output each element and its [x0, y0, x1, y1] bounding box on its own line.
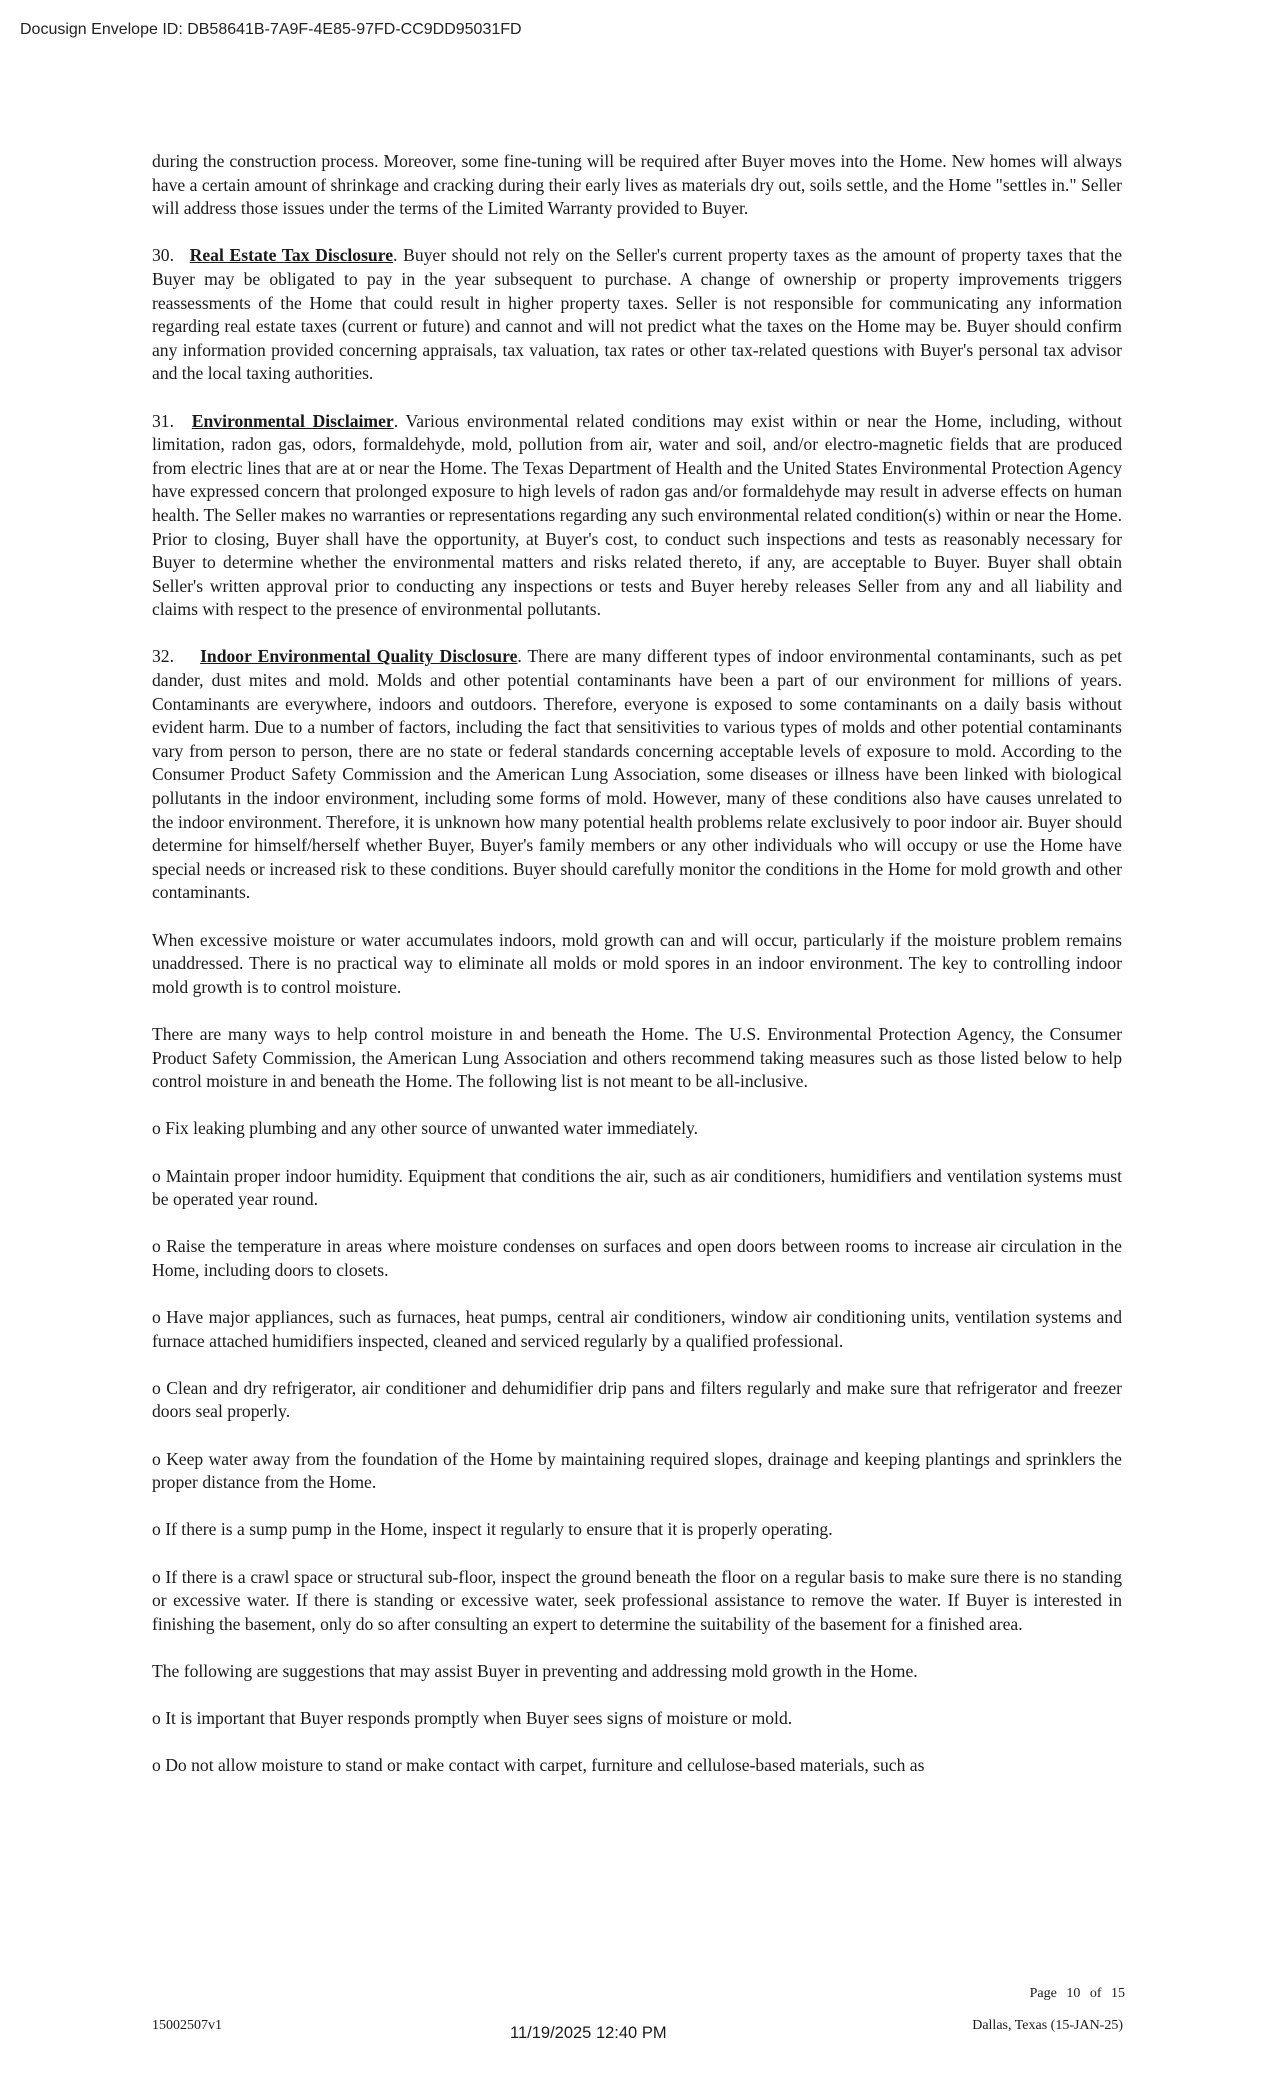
moisture-paragraph: When excessive moisture or water accumulates indoors, mold growth can and will occur, particularly if the moisture problem remains unaddressed. There is no practical way to eliminate all molds or mold spores in an indoor environment. The key to controlling indoor mold growth is to control moisture. — [152, 929, 1122, 997]
location-date: Dallas, Texas (15-JAN-25) — [972, 2018, 1123, 2033]
document-id: 15002507v1 — [152, 2018, 222, 2033]
list-item: o Maintain proper indoor humidity. Equipment that conditions the air, such as air conditioners, humidifiers and ventilation systems must be operated year round. — [152, 1165, 1122, 1210]
list-item: o Have major appliances, such as furnaces, heat pumps, central air conditioners, window air conditioning units, ventilation systems and furnace attached humidifiers inspected, cleaned and serviced regularly by a qualified professional. — [152, 1307, 1122, 1351]
suggestions-paragraph: The following are suggestions that may assist Buyer in preventing and addressing mold growth in the Home. — [152, 1661, 918, 1681]
section-heading: Real Estate Tax Disclosure — [189, 245, 394, 266]
section-heading: Indoor Environmental Quality Disclosure — [200, 646, 518, 667]
section-heading: Environmental Disclaimer — [191, 410, 394, 431]
section-31 — [152, 410, 1122, 622]
section-body: . There are many different types of indoor environmental contaminants, such as pet dander, dust mites and mold. Molds and other potential contaminants have been a part of our environment for millions of years. Contaminants are everywhere, indoors and outdoors. Therefore, everyone is exposed to some contaminants on a daily basis without evident harm. Due to a number of factors, including the fact that sensitivities to various types of molds and other potential contaminants vary from person to person, there are no state or federal standards concerning acceptable levels of exposure to mold. According to the Consumer Product Safety Commission and the American Lung Association, some diseases or illness have been linked with biological pollutants in the indoor environment, including some forms of mold. However, many of these conditions also have causes unrelated to the indoor environment. Therefore, it is unknown how many potential health problems relate exclusively to poor indoor air. Buyer should determine for himself/herself whether Buyer, Buyer's family members or any other individuals who will occupy or use the Home have special needs or increased risk to these conditions. Buyer should carefully monitor the conditions in the Home for mold growth and other contaminants. — [152, 646, 1122, 903]
document-body — [152, 150, 1122, 1802]
section-body: . Various environmental related conditions may exist within or near the Home, including, without limitation, radon gas, odors, formaldehyde, mold, pollution from air, water and soil, and/or electro-magnetic fields that are produced from electric lines that are at or near the Home. The Texas Department of Health and the United States Environmental Protection Agency have expressed concern that prolonged exposure to high levels of radon gas and/or formaldehyde may result in adverse effects on human health. The Seller makes no warranties or representations regarding any such environmental related condition(s) within or near the Home. Prior to closing, Buyer shall have the opportunity, at Buyer's cost, to conduct such inspections and tests as reasonably necessary for Buyer to determine whether the environmental matters and risks related thereto, if any, are acceptable to Buyer. Buyer shall obtain Seller's written approval prior to conducting any inspections or tests and Buyer hereby releases Seller from any and all liability and claims with respect to the presence of environmental pollutants. — [152, 410, 1122, 620]
control-moisture-paragraph: There are many ways to help control moisture in and beneath the Home. The U.S. Environmental Protection Agency, the Consumer Product Safety Commission, the American Lung Association and others recommend taking measures such as those listed below to help control moisture in and beneath the Home. The following list is not meant to be all-inclusive. — [152, 1023, 1122, 1092]
section-number: 30. — [152, 245, 174, 266]
list-item: o Fix leaking plumbing and any other source of unwanted water immediately. — [152, 1118, 699, 1139]
continued-paragraph: during the construction process. Moreover, some fine-tuning will be required after Buyer moves into the Home. New homes will always have a certain amount of shrinkage and cracking during their early lives as materials dry out, soils settle, and the Home "settles in." Seller will address those issues under the terms of the Limited Warranty provided to Buyer. — [152, 151, 1122, 219]
section-body: . Buyer should not rely on the Seller's current property taxes as the amount of property taxes that the Buyer may be obligated to pay in the year subsequent to purchase. A change of ownership or property improvements triggers reassessments of the Home that could result in higher property taxes. Seller is not responsible for communicating any information regarding real estate taxes (current or future) and cannot and will not predict what the taxes on the Home may be. Buyer should confirm any information provided concerning appraisals, tax valuation, tax rates or other tax-related questions with Buyer's personal tax advisor and the local taxing authorities. — [152, 245, 1123, 384]
section-number: 32. — [152, 646, 174, 667]
list-item: o Keep water away from the foundation of the Home by maintaining required slopes, drainage and keeping plantings and sprinklers the proper distance from the Home. — [152, 1448, 1122, 1493]
signature-timestamp: 11/19/2025 12:40 PM — [510, 2024, 667, 2042]
list-item: o If there is a crawl space or structural sub-floor, inspect the ground beneath the floor on a regular basis to make sure there is no standing or excessive water. If there is standing or excessive water, seek professional assistance to remove the water. If Buyer is interested in finishing the basement, only do so after consulting an expert to determine the suitability of the basement for a finished area. — [152, 1566, 1122, 1634]
section-number: 31. — [152, 410, 174, 431]
list-item: o If there is a sump pump in the Home, inspect it regularly to ensure that it is properly operating. — [152, 1519, 833, 1540]
list-item: o Raise the temperature in areas where moisture condenses on surfaces and open doors between rooms to increase air circulation in the Home, including doors to closets. — [152, 1236, 1122, 1280]
list-item: o Do not allow moisture to stand or make contact with carpet, furniture and cellulose-based materials, such as — [152, 1755, 925, 1776]
list-item: o It is important that Buyer responds promptly when Buyer sees signs of moisture or mold. — [152, 1708, 793, 1729]
page-number: Page 10 of 15 — [1029, 1986, 1125, 2001]
list-item: o Clean and dry refrigerator, air conditioner and dehumidifier drip pans and filters regularly and make sure that refrigerator and freezer doors seal properly. — [152, 1377, 1122, 1422]
section-30 — [152, 244, 1122, 386]
envelope-id: Docusign Envelope ID: DB58641B-7A9F-4E85-97FD-CC9DD95031FD — [20, 21, 522, 38]
section-32 — [152, 645, 1122, 905]
